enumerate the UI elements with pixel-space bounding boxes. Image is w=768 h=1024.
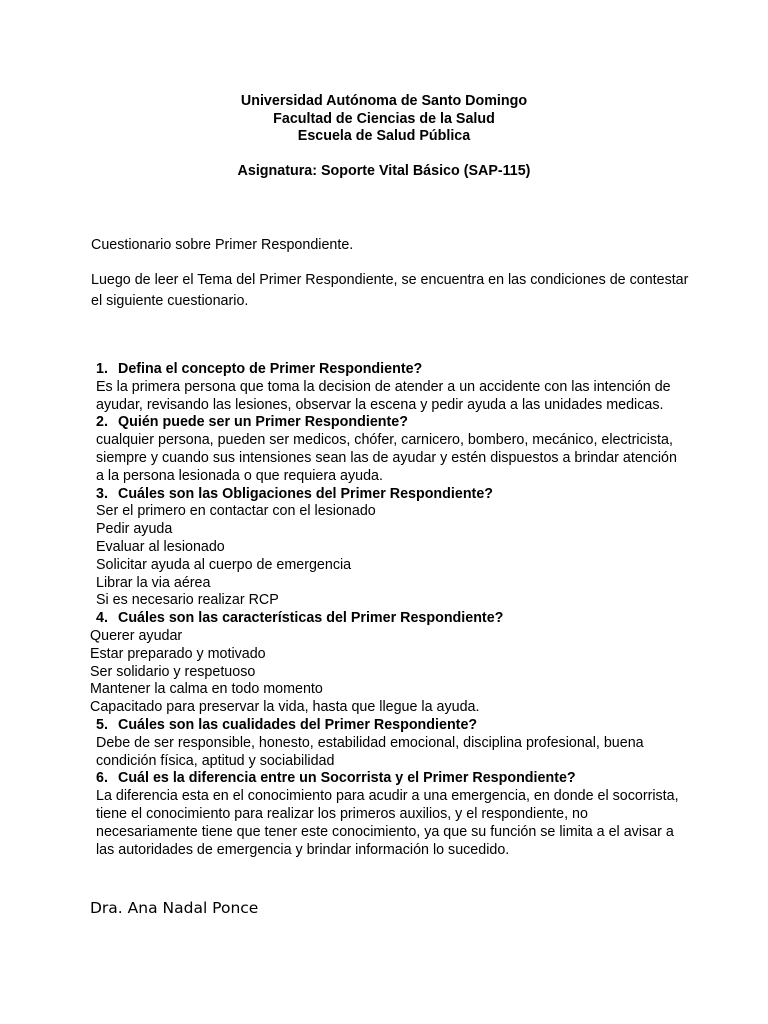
question-title xyxy=(96,770,768,788)
question-answer: La diferencia esta en el conocimiento para acudir a una emergencia, en donde el socorrista, tiene el conocimiento para realizar los primeros auxilios, y el respondiente, no necesariamente tiene que tener este conocimiento, ya que su función se limita a el avisar a las autoridades de emergencia y brindar información lo sucedido. xyxy=(96,788,679,858)
answer-item: Si es necesario realizar RCP xyxy=(96,592,279,609)
questionnaire xyxy=(0,361,768,859)
question-text: Defina el concepto de Primer Respondiente? xyxy=(118,361,423,377)
question-answer: Debe de ser responsible, honesto, estabilidad emocional, disciplina profesional, buena condición física, aptitud y sociabilidad xyxy=(96,734,644,769)
faculty-name: Facultad de Ciencias de la Salud xyxy=(273,110,495,127)
question-answer: Es la primera persona que toma la decision de atender a un accidente con las intención de ayudar, revisando las lesiones, observar la escena y pedir ayuda a las unidades medicas. xyxy=(96,378,671,413)
answer-item: Solicitar ayuda al cuerpo de emergencia xyxy=(96,556,352,573)
question-number: 4. xyxy=(96,610,108,627)
answer-item: Querer ayudar xyxy=(90,627,183,644)
answer-item: Mantener la calma en todo momento xyxy=(90,681,323,698)
answer-item: Ser el primero en contactar con el lesionado xyxy=(96,503,376,520)
question-text: Cuál es la diferencia entre un Socorrista y el Primer Respondiente? xyxy=(118,770,576,787)
answer-item: Capacitado para preservar la vida, hasta que llegue la ayuda. xyxy=(90,699,480,716)
answer-item: Ser solidario y respetuoso xyxy=(90,663,256,680)
answer-item: Evaluar al lesionado xyxy=(96,538,225,555)
answer-item: Pedir ayuda xyxy=(96,521,173,538)
answer-item: Librar la via aérea xyxy=(96,574,211,591)
question-title xyxy=(96,610,768,628)
university-name: Universidad Autónoma de Santo Domingo xyxy=(240,93,528,109)
question-text: Cuáles son las Obligaciones del Primer Respondiente? xyxy=(118,485,494,502)
document-header xyxy=(0,93,768,181)
question-number: 1. xyxy=(96,361,108,377)
question-text: Cuáles son las características del Primer Respondiente? xyxy=(118,610,504,627)
question-title xyxy=(96,717,768,735)
intro-title: Cuestionario sobre Primer Respondiente. xyxy=(91,237,354,253)
question-number: 3. xyxy=(96,485,108,502)
question-number: 6. xyxy=(96,770,108,787)
question-title xyxy=(96,361,768,379)
signature: Dra. Ana Nadal Ponce xyxy=(90,899,259,917)
question-number: 5. xyxy=(96,716,108,733)
subject-title: Asignatura: Soporte Vital Básico (SAP-115) xyxy=(237,163,531,179)
answer-item: Estar preparado y motivado xyxy=(90,645,266,662)
school-name: Escuela de Salud Pública xyxy=(297,128,471,144)
question-number: 2. xyxy=(96,414,108,431)
intro-paragraph: Luego de leer el Tema del Primer Respondiente, se encuentra en las condiciones de contestar el siguiente cuestionario. xyxy=(91,272,689,309)
question-answer: cualquier persona, pueden ser medicos, chófer, carnicero, bombero, mecánico, electricista, siempre y cuando sus intensiones sean las de ayudar y estén dispuestos a brindar atención a la persona lesionada o que requiera ayuda. xyxy=(96,432,677,484)
question-text: Quién puede ser un Primer Respondiente? xyxy=(118,414,408,431)
question-text: Cuáles son las cualidades del Primer Respondiente? xyxy=(118,716,478,733)
question-title xyxy=(96,414,768,432)
question-title xyxy=(96,486,768,504)
